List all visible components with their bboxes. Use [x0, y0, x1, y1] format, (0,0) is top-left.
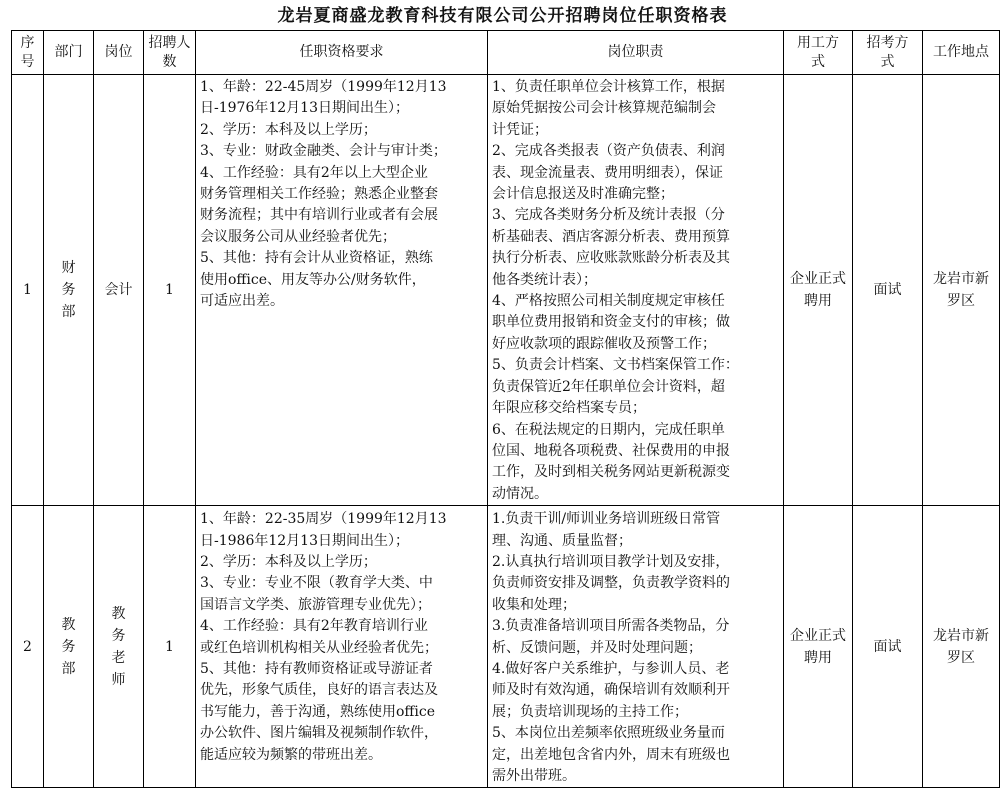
- cell-requirements: 1、年龄：22-45周岁（1999年12月13 日-1976年12月13日期间出生）； 2、学历：本科及以上学历； 3、专业：财政金融类、会计与审计类； 4、工作经验：具有2年以上大型企业 财务管理相关工作经验；熟悉企业整套 财务流程；其中有培训行业或者有会展 会议服务公司从业经验者优先； 5、其他：持有会计从业资格证，熟练 使用office、用友等办公/财务软件， 可适应出差。: [196, 75, 488, 506]
- page-title: 龙岩夏商盛龙教育科技有限公司公开招聘岗位任职资格表: [277, 6, 728, 26]
- table-row: [12, 506, 1000, 788]
- cell-dept: 教务部: [44, 506, 94, 788]
- cell-location: 龙岩市新罗区: [923, 506, 1000, 788]
- header-location: 工作地点: [923, 31, 1000, 75]
- header-requirements: 任职资格要求: [196, 31, 488, 75]
- header-position: 岗位: [94, 31, 144, 75]
- header-exam: 招考方式: [853, 31, 923, 75]
- cell-requirements: 1、年龄：22-35周岁（1999年12月13 日-1986年12月13日期间出生）； 2、学历：本科及以上学历； 3、专业：专业不限（教育学大类、中 国语言文学类、旅游管理专业优先）； 4、工作经验：具有2年教育培训行业 或红色培训机构相关从业经验者优先； 5、其他：持有教师资格证或导游证者 优先，形象气质佳，良好的语言表达及 书写能力，善于沟通，熟练使用office 办公软件、图片编辑及视频制作软件， 能适应较为频繁的带班出差。: [196, 506, 488, 788]
- header-row: [12, 31, 1000, 75]
- recruitment-table: [11, 30, 1000, 788]
- table-row: [12, 75, 1000, 506]
- cell-position: 教务老师: [94, 506, 144, 788]
- cell-employment: 企业正式聘用: [784, 75, 853, 506]
- header-dept: 部门: [44, 31, 94, 75]
- cell-employment: 企业正式聘用: [784, 506, 853, 788]
- cell-dept: 财务部: [44, 75, 94, 506]
- header-count: 招聘人数: [144, 31, 196, 75]
- cell-count: 1: [144, 75, 196, 506]
- cell-seq: 2: [12, 506, 44, 788]
- header-duties: 岗位职责: [488, 31, 784, 75]
- cell-location: 龙岩市新罗区: [923, 75, 1000, 506]
- cell-seq: 1: [12, 75, 44, 506]
- cell-count: 1: [144, 506, 196, 788]
- header-employment: 用工方式: [784, 31, 853, 75]
- cell-duties: 1、负责任职单位会计核算工作，根据 原始凭据按公司会计核算规范编制会 计凭证； 2、完成各类报表（资产负债表、利润 表、现金流量表、费用明细表），保证 会计信息报送及时准确完整； 3、完成各类财务分析及统计表报（分 析基础表、酒店客源分析表、费用预算 执行分析表、应收账款账龄分析表及其 他各类统计表）； 4、严格按照公司相关制度规定审核任 职单位费用报销和资金支付的审核；做 好应收款项的跟踪催收及预警工作； 5、负责会计档案、文书档案保管工作： 负责保管近2年任职单位会计资料，超 年限应移交给档案专员； 6、在税法规定的日期内，完成任职单 位国、地税各项税费、社保费用的申报 工作，及时到相关税务网站更新税源变 动情况。: [488, 75, 784, 506]
- cell-position: 会计: [94, 75, 144, 506]
- header-seq: 序号: [12, 31, 44, 75]
- cell-exam: 面试: [853, 75, 923, 506]
- cell-duties: 1.负责干训/师训业务培训班级日常管 理、沟通、质量监督； 2.认真执行培训项目教学计划及安排， 负责师资安排及调整，负责教学资料的 收集和处理； 3.负责准备培训项目所需各类物品，分 析、反馈问题，并及时处理问题； 4.做好客户关系维护，与参训人员、老 师及时有效沟通，确保培训有效顺利开 展；负责培训现场的主持工作； 5、本岗位出差频率依照班级业务量而 定，出差地包含省内外，周末有班级也 需外出带班。: [488, 506, 784, 788]
- cell-exam: 面试: [853, 506, 923, 788]
